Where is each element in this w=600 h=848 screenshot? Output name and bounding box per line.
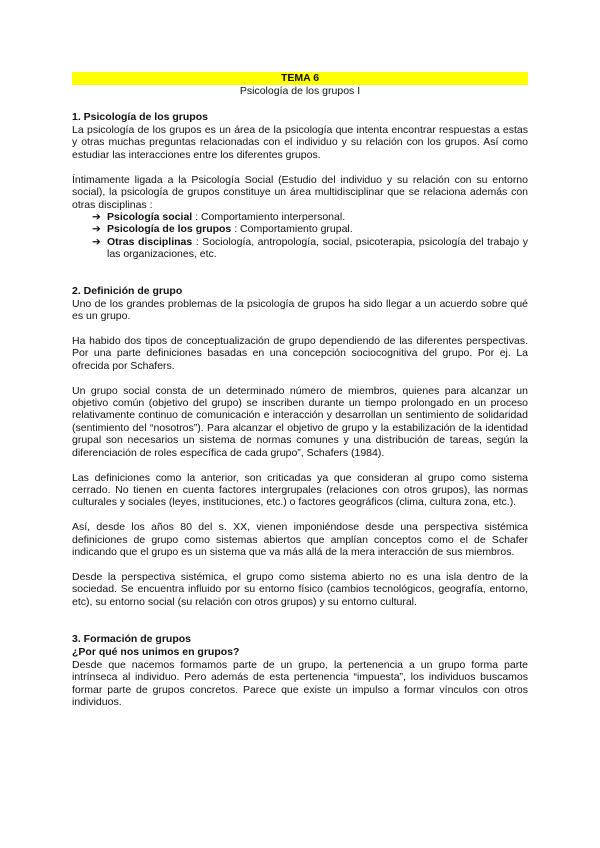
s2-paragraph-3: Un grupo social consta de un determinado número de miembros, quienes para alcanzar un objetivo común (objetivo del grupo) se inscriben durante un tiempo prolongado en un proceso relativamente continuo de comunicación e interacción y desarrollan un sentimiento de solidaridad (sentimiento del “nosotros”). Para alcanzar el objetivo de grupo y la estabilización de la identidad grupal son necesarios un sistema de normas comunes y una distribución de tareas, según la diferenciación de roles específica de cada grupo”, Schafers (1984). <box>72 384 528 459</box>
s1-paragraph-1: La psicología de los grupos es un área de la psicología que intenta encontrar respuestas a estas y otras muchas preguntas relacionadas con el individuo y su relación con los grupos. Así como estudiar las interacciones entre los diferentes grupos. <box>72 124 528 161</box>
s2-paragraph-1: Uno de los grandes problemas de la psicología de grupos ha sido llegar a un acuerdo sobre qué es un grupo. <box>72 297 528 322</box>
list-item <box>92 211 528 223</box>
section-3 <box>72 633 528 709</box>
section-2-title: 2. Definición de grupo <box>72 284 183 297</box>
section-1 <box>72 111 528 261</box>
list-item-desc: : Comportamiento interpersonal. <box>195 210 346 223</box>
document-page <box>72 72 528 721</box>
list-item-desc: : Sociología, antropología, social, psicoterapia, psicología del trabajo y las organizaciones, etc. <box>107 235 528 261</box>
s3-paragraph-1: Desde que nacemos formamos parte de un grupo, la pertenencia a un grupo forma parte intrínseca al individuo. Pero además de esta pertenencia “impuesta”, los individuos buscamos formar parte de grupos concretos. Parece que existe un impulso a formar vínculos con otros individuos. <box>72 658 528 708</box>
s2-paragraph-4: Las definiciones como la anterior, son criticadas ya que consideran al grupo como sistema cerrado. No tienen en cuenta factores intergrupales (relaciones con otros grupos), las normas culturales y sociales (leyes, instituciones, etc.) o factores geográficos (clima, cultura zona, etc.). <box>72 471 528 509</box>
arrow-icon: ➔ <box>92 223 101 236</box>
list-item <box>92 236 528 261</box>
arrow-icon: ➔ <box>92 210 101 223</box>
section-1-title: 1. Psicología de los grupos <box>72 111 208 123</box>
list-item-term: Psicología de los grupos <box>107 223 232 236</box>
list-item-term: Psicología social <box>107 210 193 223</box>
section-3-question: ¿Por qué nos unimos en grupos? <box>72 645 240 658</box>
topic-header: TEMA 6 <box>72 72 528 85</box>
topic-subtitle: Psicología de los grupos I <box>239 85 361 97</box>
s1-paragraph-2: Íntimamente ligada a la Psicología Social (Estudio del individuo y su relación con su entorno social), la psicología de grupos constituye un área multidisciplinar que se relaciona además con otras disciplinas : <box>72 173 528 211</box>
s2-paragraph-2: Ha habido dos tipos de conceptualización de grupo dependiendo de las diferentes perspectivas. Por una parte definiciones basadas en una concepción sociocognitiva del grupo. Por ej. La ofrecida por Schafers. <box>72 334 528 372</box>
section-3-title: 3. Formación de grupos <box>72 632 192 645</box>
list-item-term: Otras disciplinas <box>107 235 193 248</box>
discipline-list <box>72 211 528 261</box>
list-item <box>92 223 528 235</box>
s2-paragraph-6: Desde la perspectiva sistémica, el grupo como sistema abierto no es una isla dentro de la sociedad. Se encuentra influido por su entorno físico (cambios tecnológicos, geografía, entorno, etc), su entorno social (su relación con otros grupos) y su entorno cultural. <box>72 570 528 608</box>
section-2 <box>72 285 528 609</box>
list-item-desc: : Comportamiento grupal. <box>234 223 353 236</box>
arrow-icon: ➔ <box>92 235 101 248</box>
s2-paragraph-5: Así, desde los años 80 del s. XX, vienen imponiéndose desde una perspectiva sistémica definiciones de grupo como sistemas abiertos que amplían conceptos como el de Schafer indicando que el grupo es un sistema que va más allá de la mera interacción de sus miembros. <box>72 521 528 559</box>
